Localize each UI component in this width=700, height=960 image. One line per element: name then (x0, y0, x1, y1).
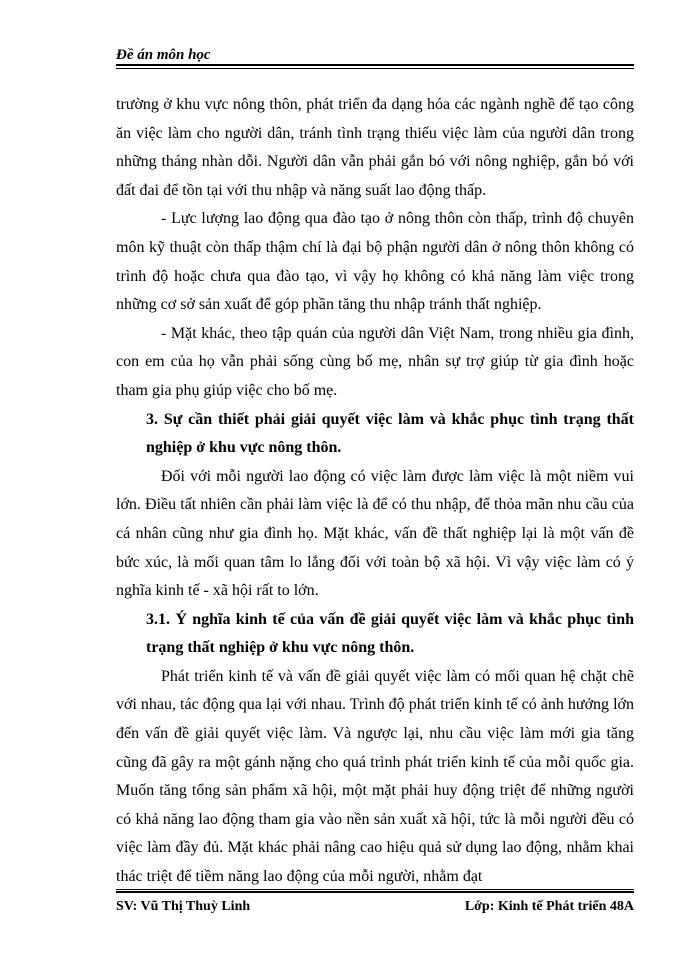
paragraph-3: - Mặt khác, theo tập quán của người dân Việt Nam, trong nhiều gia đình, con em của họ vẫn phải sống cùng bố mẹ, nhân sự trợ giúp từ gia đình hoặc tham gia phụ giúp việc cho bố mẹ. (116, 324, 634, 399)
page-header-title: Đề án môn học (116, 47, 211, 63)
section-heading-3-1: 3.1. Ý nghĩa kinh tế của vấn đề giải quyết việc làm và khắc phục tình trạng thất nghiệp ở khu vực nông thôn. (146, 610, 634, 657)
footer-class: Lớp: Kinh tế Phát triển 48A (464, 899, 634, 914)
paragraph-4: Đối với mỗi người lao động có việc làm được làm việc là một niềm vui lớn. Điều tất nhiên cần phải làm việc là để có thu nhập, để thỏa mãn nhu cầu của cá nhân cũng như gia đình họ. Mặt khác, vấn đề thất nghiệp lại là một vấn đề bức xúc, là mối quan tâm lo lắng đối với toàn bộ xã hội. Vì vậy việc làm có ý nghĩa kinh tế - xã hội rất to lớn. (116, 467, 634, 600)
footer-student: SV: Vũ Thị Thuỳ Linh (116, 899, 251, 914)
section-heading-3: 3. Sự cần thiết phải giải quyết việc làm và khắc phục tình trạng thất nghiệp ở khu vực nông thôn. (146, 410, 634, 457)
paragraph-1: trường ở khu vực nông thôn, phát triển đa dạng hóa các ngành nghề để tạo công ăn việc làm cho người dân, tránh tình trạng thiếu việc làm của người dân trong những tháng nhàn dỗi. Người dân vẫn phải gắn bó với nông nghiệp, gắn bó với đất đai để tồn tại với thu nhập và năng suất lao động thấp. (116, 96, 634, 199)
paragraph-2: - Lực lượng lao động qua đào tạo ở nông thôn còn thấp, trình độ chuyên môn kỹ thuật còn thấp thậm chí là đại bộ phận người dân ở nông thôn không có trình độ hoặc chưa qua đào tạo, vì vậy họ không có khả năng làm việc trong những cơ sở sản xuất để góp phần tăng thu nhập tránh thất nghiệp. (116, 210, 634, 314)
footer-rule (116, 889, 634, 893)
header-rule (116, 64, 634, 69)
paragraph-5: Phát triển kinh tế và vấn đề giải quyết việc làm có mối quan hệ chặt chẽ với nhau, tác động qua lại với nhau. Trình độ phát triển kinh tế có ảnh hưởng lớn đến vấn đề giải quyết việc làm. Và ngược lại, nhu cầu việc làm mới gia tăng cũng đã gây ra một gánh nặng cho quá trình phát triển kinh tế của mỗi quốc gia. Muốn tăng tổng sản phẩm xã hội, một mặt phải huy động triệt để những người có khả năng lao động tham gia vào nền sản xuất xã hội, tức là mỗi người đều có việc làm đầy đủ. Mặt khác phải nâng cao hiệu quả sử dụng lao động, nhằm khai thác triệt để tiềm năng lao động của mỗi người, nhằm đạt (116, 667, 634, 886)
document-body (116, 91, 634, 892)
